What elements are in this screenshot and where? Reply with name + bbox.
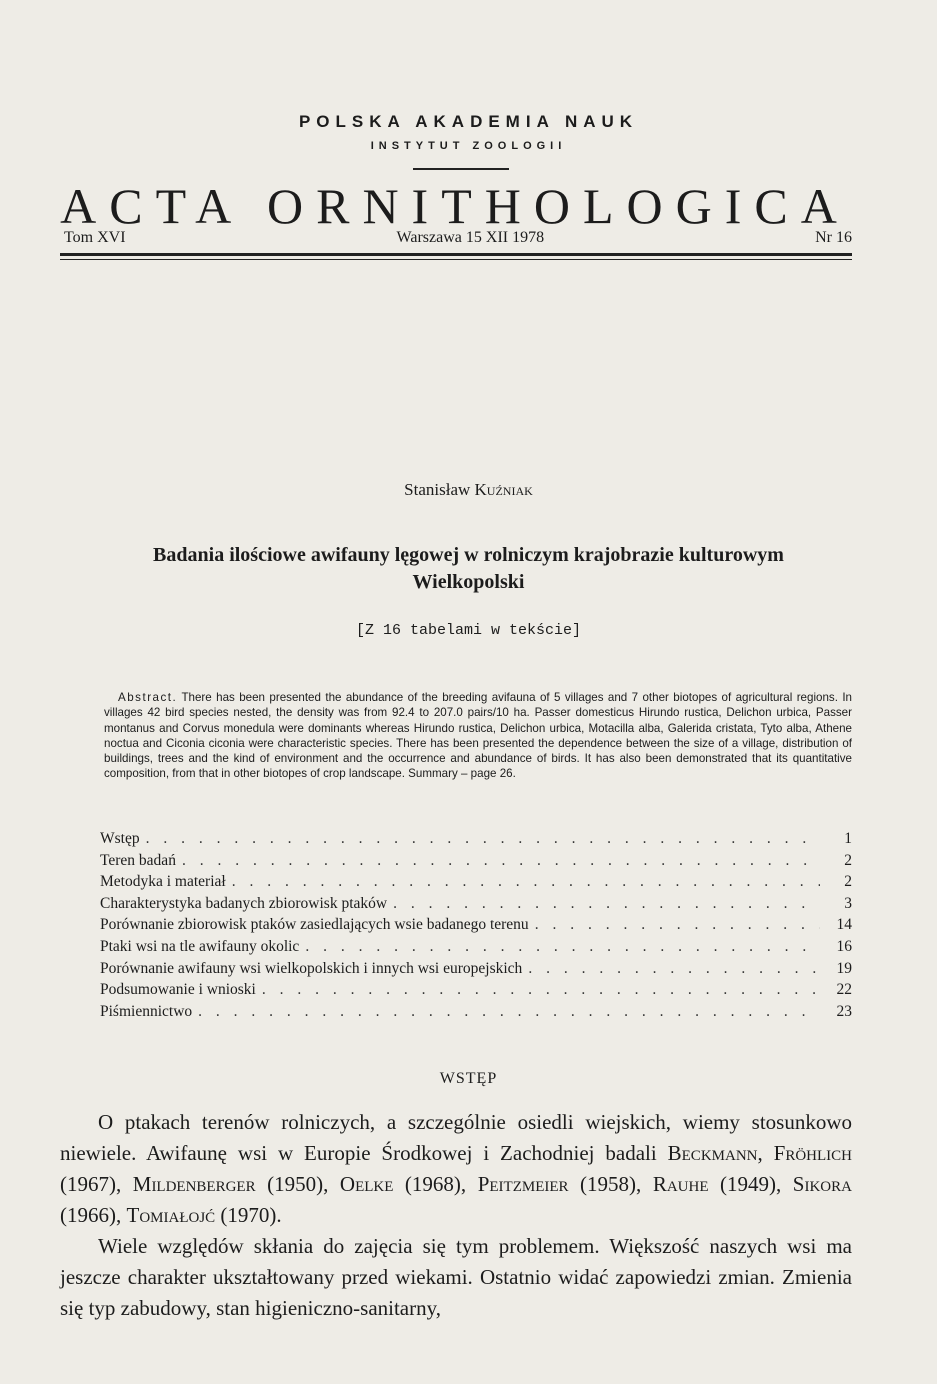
journal-title: ACTA ORNITHOLOGICA <box>60 178 850 234</box>
toc-entry-page: 3 <box>844 894 852 912</box>
citation-author: Sikora <box>792 1172 852 1196</box>
issue-number: Nr 16 <box>815 229 852 246</box>
author-name <box>0 480 937 500</box>
toc-entry-label: Porównanie awifauny wsi wielkopolskich i innych wsi europejskich <box>100 959 523 977</box>
toc-leader-dots <box>528 958 820 980</box>
toc-leader-dots <box>198 1001 820 1023</box>
toc-entry-page: 16 <box>836 937 852 955</box>
citation-author: Peitzmeier <box>477 1172 569 1196</box>
body-text <box>60 1107 852 1324</box>
header-rule-thin <box>60 259 852 260</box>
toc-entry-page: 22 <box>836 981 852 999</box>
section-heading: WSTĘP <box>439 1070 498 1087</box>
toc-entry[interactable] <box>100 958 852 980</box>
toc-entry-page: 14 <box>836 916 852 934</box>
toc-entry-page: 19 <box>836 959 852 977</box>
toc-entry-page: 2 <box>844 851 852 869</box>
toc-entry-page: 1 <box>844 830 852 847</box>
citation-author: Fröhlich <box>773 1141 852 1165</box>
abstract-text: There has been presented the abundance of the breeding avifauna of 5 villages and 7 other biotopes of agricultural regions. In villages 42 bird species nested, the density was from 92.4 to 207.0 pairs/10 ha. Passer domesticus Hirundo rustica, Delichon urbica, Passer montanus and Corvus monedula were dominants whereas Hirundo rustica, Delichon urbica, Motacilla alba, Galerida cristata, Tyto alba, Athene noctua and Ciconia ciconia were characteristic species. There has been presented the dependence between the size of a village, distribution of buildings, trees and the kind of environment and the occurrence and abundance of birds. It has also been demonstrated that its quantitative composition, from that in other biotopes of crop landscape. Summary – page 26. <box>104 691 852 781</box>
header-divider <box>413 168 509 170</box>
toc-entry-page: 2 <box>844 873 852 891</box>
institute-name: INSTYTUT ZOOLOGII <box>370 140 567 152</box>
paragraph-2: Wiele względów skłania do zajęcia się tym problemem. Większość naszych wsi ma jeszcze charakter ukształtowany przed wiekami. Ostatnio widać zapowiedzi zmian. Zmienia się typ zabudowy, stan higieniczno-sanitarny, <box>60 1234 852 1320</box>
header-rule-thick <box>60 253 852 256</box>
toc-entry[interactable] <box>100 936 852 958</box>
article-title: Badania ilościowe awifauny lęgowej w rolniczym krajobrazie kulturowym Wielkopolski <box>153 544 784 593</box>
citation-sep: , <box>757 1141 774 1165</box>
citation-year: (1966), <box>60 1203 127 1227</box>
citation-author: Tomiałojć <box>126 1203 216 1227</box>
volume-label: Tom XVI <box>64 229 126 246</box>
toc-leader-dots <box>182 850 820 872</box>
toc-entry-label: Porównanie zbiorowisk ptaków zasiedlających wsie badanego terenu <box>100 916 529 934</box>
toc-entry-label: Metodyka i materiał <box>100 873 226 891</box>
citation-year: (1970). <box>215 1203 282 1227</box>
paragraph-1-text: O ptakach terenów rolniczych, a szczególnie osiedli wiejskich, wiemy stosunkowo niewiele. Awifaunę wsi w Europie Środkowej i Zachodniej badali <box>60 1110 852 1165</box>
citation-year: (1949), <box>708 1172 793 1196</box>
toc-entry-label: Piśmiennictwo <box>100 1002 193 1020</box>
toc-entry[interactable] <box>100 914 852 936</box>
toc-entry[interactable] <box>100 871 852 893</box>
toc-entry[interactable] <box>100 1001 852 1023</box>
author-first-name: Stanisław <box>404 480 471 499</box>
toc-leader-dots <box>305 936 820 958</box>
citation-year: (1967), <box>60 1172 133 1196</box>
toc-leader-dots <box>232 871 820 893</box>
abstract <box>104 690 852 782</box>
toc-entry[interactable] <box>100 828 852 850</box>
citation-author: Beckmann <box>667 1141 758 1165</box>
toc-entry-label: Ptaki wsi na tle awifauny okolic <box>100 937 300 955</box>
citation-author: Oelke <box>339 1172 394 1196</box>
table-of-contents <box>100 828 852 1022</box>
toc-leader-dots <box>393 893 820 915</box>
academy-name: POLSKA AKADEMIA NAUK <box>298 112 639 131</box>
toc-entry-label: Charakterystyka badanych zbiorowisk ptaków <box>100 894 388 912</box>
place-date: Warszawa 15 XII 1978 <box>396 229 545 246</box>
tables-note: [Z 16 tabelami w tekście] <box>355 622 582 639</box>
toc-entry[interactable] <box>100 979 852 1001</box>
toc-leader-dots <box>146 828 820 850</box>
author-last-name: Kuźniak <box>474 480 533 499</box>
toc-leader-dots <box>535 914 820 936</box>
citation-year: (1950), <box>255 1172 340 1196</box>
citation-author: Rauhe <box>652 1172 709 1196</box>
toc-entry[interactable] <box>100 850 852 872</box>
citation-author: Mildenberger <box>132 1172 256 1196</box>
toc-entry-label: Wstęp <box>100 830 140 847</box>
toc-entry-label: Podsumowanie i wnioski <box>100 981 256 999</box>
toc-entry[interactable] <box>100 893 852 915</box>
citation-year: (1968), <box>393 1172 478 1196</box>
toc-entry-page: 23 <box>836 1002 852 1020</box>
toc-leader-dots <box>262 979 820 1001</box>
toc-entry-label: Teren badań <box>100 851 176 869</box>
paragraph-1 <box>60 1107 852 1231</box>
citation-year: (1958), <box>568 1172 653 1196</box>
volume-info-row <box>64 229 852 251</box>
abstract-lead: Abstract. <box>118 691 178 704</box>
